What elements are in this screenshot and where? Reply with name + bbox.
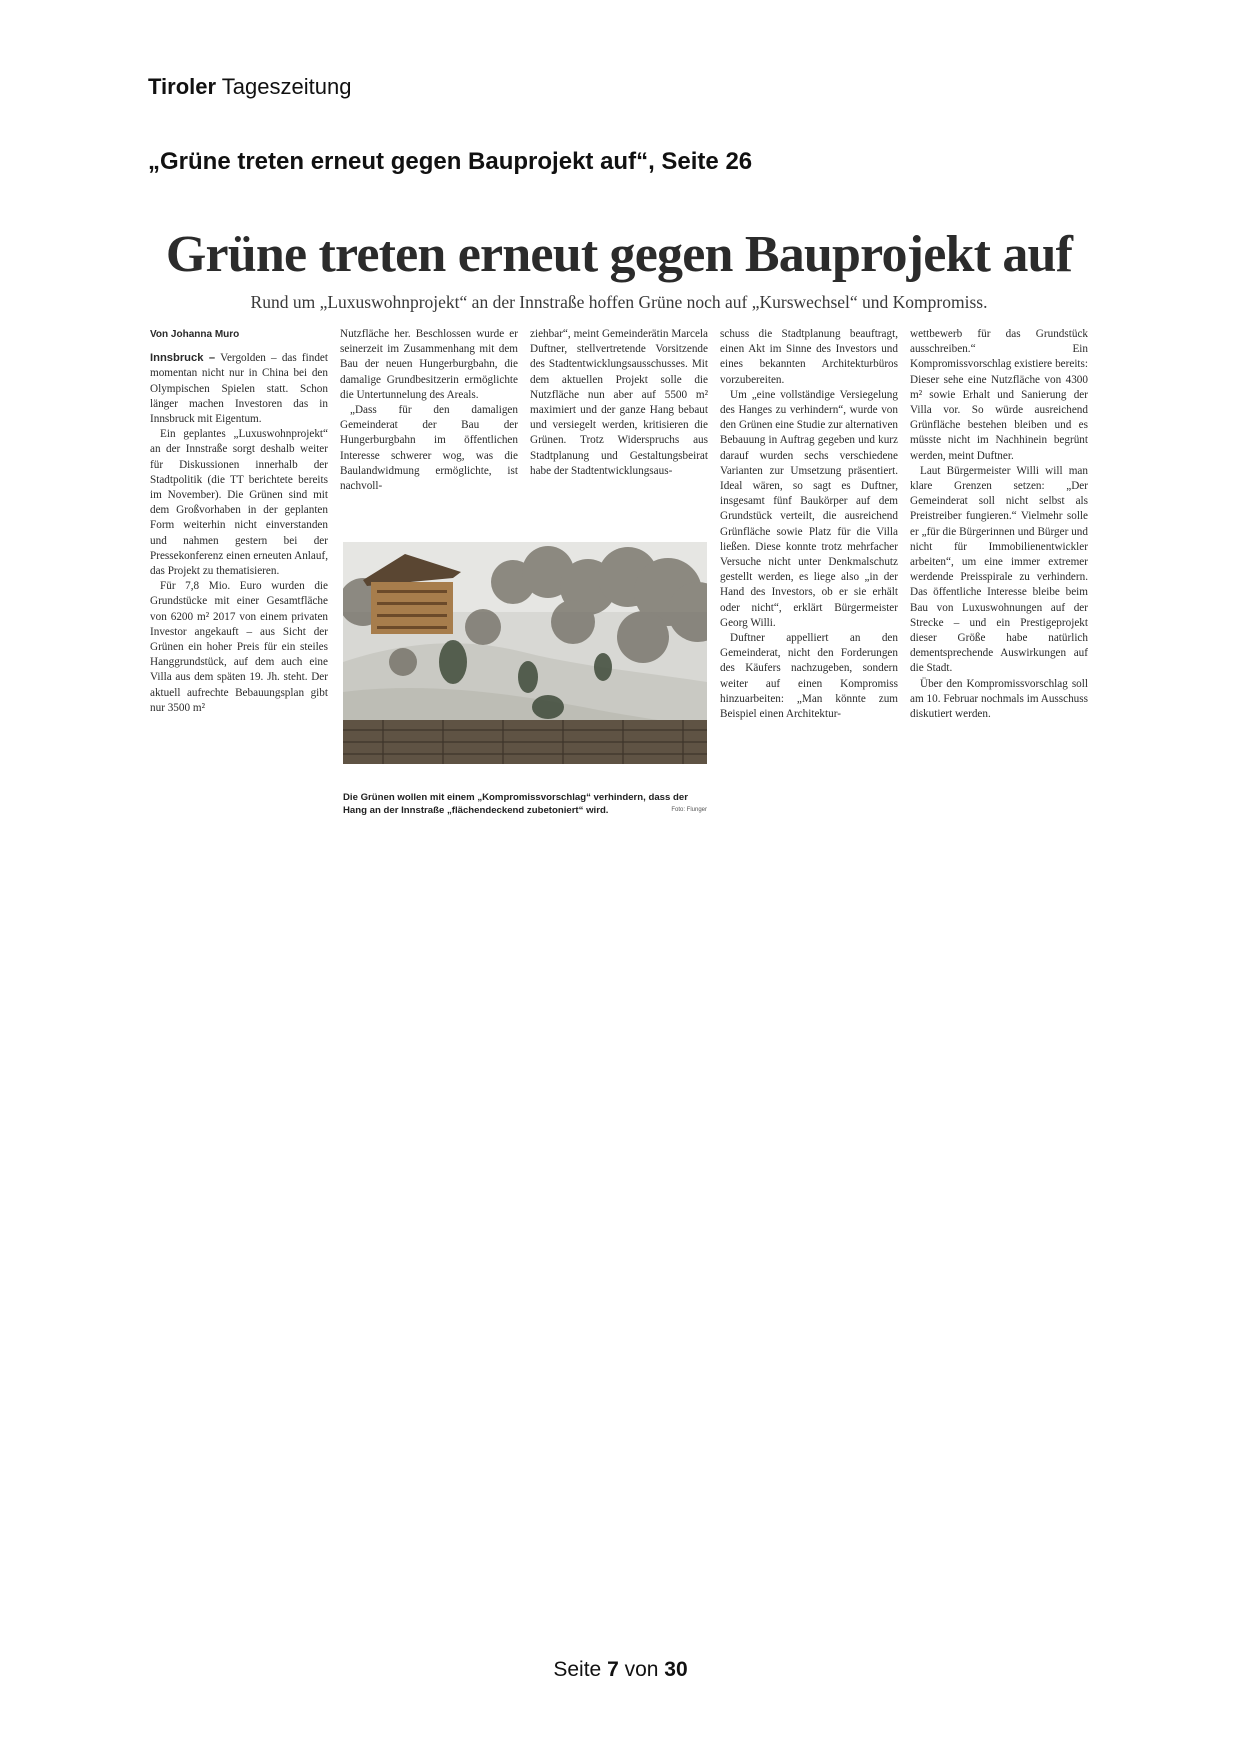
article-photo <box>343 542 707 764</box>
page-number-current: 7 <box>607 1658 619 1681</box>
article-dateline: Innsbruck – <box>150 352 216 365</box>
article-column-4 <box>720 327 898 722</box>
photo-credit: Foto: Flunger <box>671 806 707 813</box>
article-reference-title: „Grüne treten erneut gegen Bauprojekt auf“, Seite 26 <box>148 148 753 175</box>
paragraph-text: Vergolden – das findet momentan nicht nur in China bei den Olympischen Spielen statt. Schon länger machen Investoren das in Innsbruck mit Eigentum. <box>150 352 328 426</box>
article-paragraph: Über den Kompromissvorschlag soll am 10. Februar nochmals im Ausschuss diskutiert werden. <box>910 677 1088 721</box>
newspaper-clipping <box>150 225 1088 825</box>
article-paragraph: Ein geplantes „Luxuswohnprojekt“ an der Innstraße sorgt deshalb weiter für Diskussionen innerhalb der Stadtpolitik (die TT berichtete bereits im November). Die Grünen sind mit dem Großvorhaben in der geplanten Form weiterhin nicht einverstanden und nahmen gestern bei der Pressekonferenz einen erneuten Anlauf, das Projekt zu thematisieren. <box>150 428 328 578</box>
photo-caption <box>343 792 707 817</box>
article-column-2 <box>340 327 518 494</box>
hillside-villa-photo <box>343 542 707 764</box>
article-headline: Grüne treten erneut gegen Bauprojekt auf <box>165 226 1073 283</box>
publication-name <box>148 74 351 100</box>
article-column-3 <box>530 327 708 479</box>
article-column-5 <box>910 327 1088 722</box>
article-paragraph: wettbewerb für das Grundstück ausschreiben.“ Ein Kompromissvorschlag existiere bereits: Dieser sehe eine Nutzfläche von 4300 m² sowie Erhalt und Sanierung der Villa vor. So würde ausreichend Grünfläche bestehen bleiben und es müsste nicht im Nachhinein begrünt werden, meint Duftner. <box>910 328 1088 462</box>
article-paragraph: Für 7,8 Mio. Euro wurden die Grundstücke mit einer Gesamtfläche von 6200 m² 2017 von einem privaten Investor angekauft – aus Sicht der Grünen ein hoher Preis für ein steiles Hanggrundstück, auf dem auch eine Villa aus dem späten 19. Jh. steht. Der aktuell aufrechte Bebauungsplan gibt nur 3500 m² <box>150 580 328 714</box>
page-number-mid: von <box>624 1658 659 1681</box>
article-paragraph: „Dass für den damaligen Gemeinderat der Bau der Hungerburgbahn im öffentlichen Interesse schwerer wog, was die Baulandwidmung ermöglichte, ist nachvoll- <box>340 404 518 493</box>
article-paragraph: ziehbar“, meint Gemeinderätin Marcela Duftner, stellvertretende Vorsitzende des Stadtentwicklungsausschusses. Mit dem aktuellen Projekt solle die Nutzfläche nun aber auf 5500 m² maximiert und der ganze Hang bebaut und versiegelt werden, kritisieren die Grünen. Trotz Widerspruchs aus Stadtplanung und Gestaltungsbeirat habe der Stadtentwicklungsaus- <box>530 328 708 477</box>
article-paragraph: Nutzfläche her. Beschlossen wurde er seinerzeit im Zusammenhang mit dem Bau der neuen Hungerburgbahn, die damalige Grundbesitzerin ermöglichte die Untertunnelung des Areals. <box>340 328 518 401</box>
page-number-total: 30 <box>664 1658 688 1681</box>
page-number <box>0 1658 1241 1682</box>
article-paragraph: schuss die Stadtplanung beauftragt, einen Akt im Sinne des Investors und eines bekannten Architekturbüros vorzubereiten. <box>720 328 898 386</box>
article-column-1 <box>150 327 328 716</box>
publication-name-bold: Tiroler <box>148 74 217 99</box>
caption-text: Die Grünen wollen mit einem „Kompromissvorschlag“ verhindern, dass der Hang an der Innstraße „flächendeckend zubetoniert“ wird. <box>343 792 688 816</box>
article-paragraph <box>150 351 328 427</box>
article-paragraph: Um „eine vollständige Versiegelung des Hanges zu verhindern“, wurde von den Grünen eine Studie zur alternativen Bebauung in Auftrag gegeben und kurz darauf wurden sechs verschiedene Varianten zur Umsetzung präsentiert. Ideal wären, so sagt es Duftner, insgesamt fünf Baukörper auf dem Grundstück verteilt, die ausreichend Grünfläche sowie Platz für die Villa ließen. Diese konnte trotz mehrfacher Versuche nicht unter Denkmalschutz gestellt werden, es liege also „in der Hand des Investors, ob er sie erhält oder nicht“, erklärt Bürgermeister Georg Willi. <box>720 388 899 629</box>
article-paragraph: Laut Bürgermeister Willi will man klare Grenzen setzen: „Der Gemeinderat soll nicht selbst als Preistreiber fungieren.“ Vielmehr solle er „für die Bürgerinnen und Bürger und nicht für Immobilienentwickler arbeiten“, um eine immer extremer werdende Preisspirale zu verhindern. Das öffentliche Interesse bleibe beim Bau von Luxuswohnungen auf der Strecke – und ein Prestigeprojekt dieser Größe habe natürlich dementsprechende Auswirkungen auf die Stadt. <box>910 464 1088 675</box>
article-subheadline: Rund um „Luxuswohnprojekt“ an der Innstraße hoffen Grüne noch auf „Kurswechsel“ und Kompromiss. <box>250 292 988 312</box>
page-number-prefix: Seite <box>553 1658 602 1681</box>
article-byline: Von Johanna Muro <box>150 329 240 340</box>
publication-name-rest: Tageszeitung <box>221 74 352 99</box>
article-paragraph: Duftner appelliert an den Gemeinderat, nicht den Forderungen des Käufers nachzugeben, sondern weiter auf einen Kompromiss hinzuarbeiten: „Man könnte zum Beispiel einen Architektur- <box>720 632 898 721</box>
